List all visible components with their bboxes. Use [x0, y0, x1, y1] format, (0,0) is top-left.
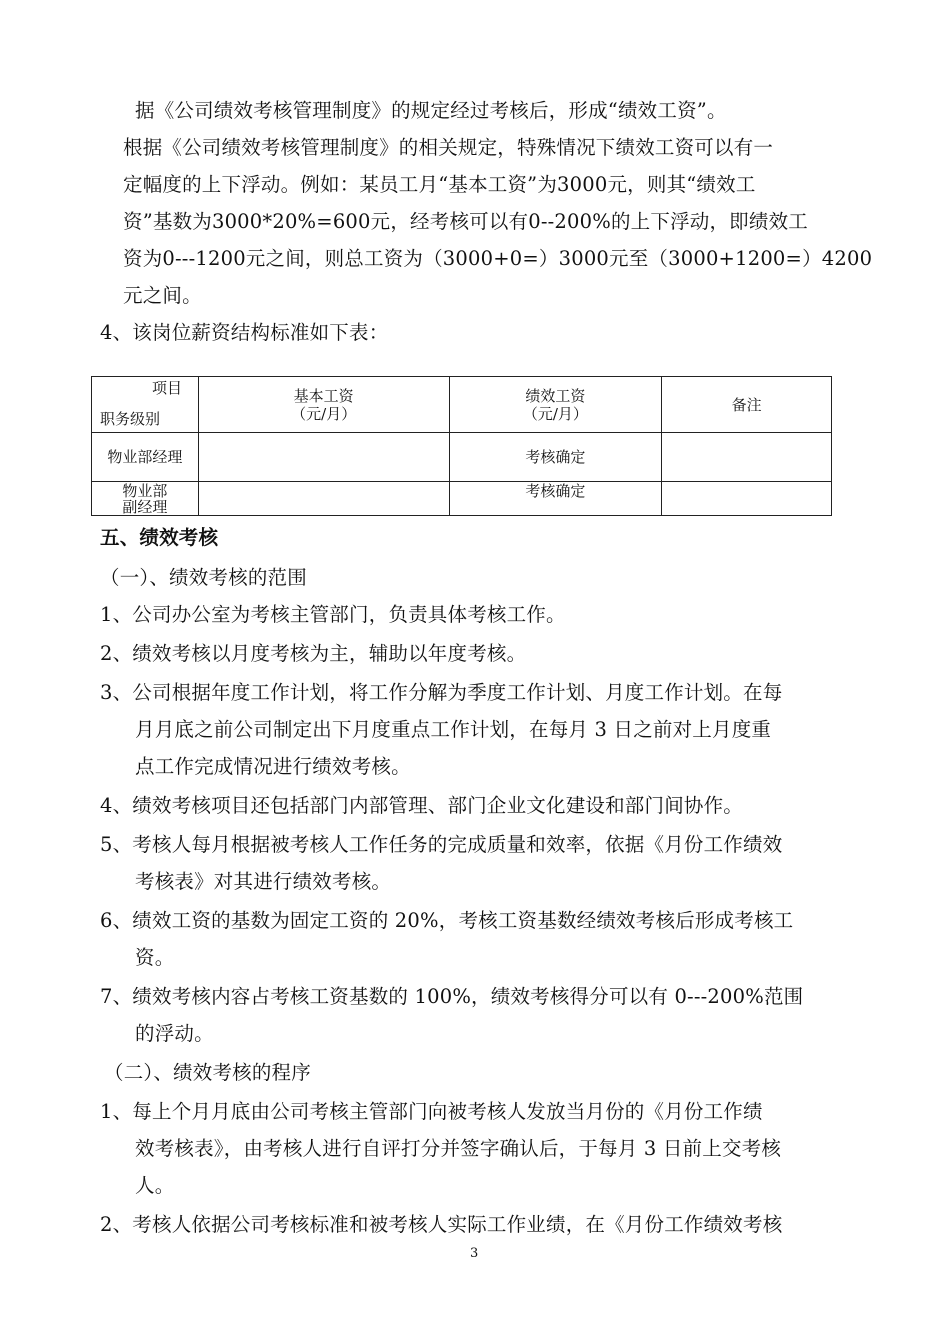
- list-item-continuation: 考核表》对其进行绩效考核。: [135, 870, 392, 893]
- paragraph-line: 4、该岗位薪资结构标准如下表：: [100, 321, 389, 344]
- row-title-text: 副经理: [122, 497, 168, 516]
- page-number: 3: [470, 1246, 479, 1261]
- table-header-row: [92, 377, 832, 433]
- paragraph-line: 资为0---1200元之间，则总工资为（3000+0=）3000元至（3000+1200=）4200: [123, 247, 873, 270]
- list-item-continuation: 资。: [135, 946, 175, 969]
- header-base-salary: [198, 377, 449, 433]
- paragraph-line: 资”基数为3000*20%=600元，经考核可以有0--200%的上下浮动，即绩效工: [123, 210, 808, 233]
- header-text: 绩效工资: [525, 386, 586, 405]
- list-item: 4、绩效考核项目还包括部门内部管理、部门企业文化建设和部门间协作。: [100, 794, 744, 817]
- list-item: 3、公司根据年度工作计划，将工作分解为季度工作计划、月度工作计划。在每: [100, 681, 783, 704]
- list-item-continuation: 效考核表》，由考核人进行自评打分并签字确认后，于每月 3 日前上交考核: [135, 1137, 782, 1160]
- list-item: 1、每上个月月底由公司考核主管部门向被考核人发放当月份的《月份工作绩: [100, 1100, 763, 1123]
- paragraph-line: 据《公司绩效考核管理制度》的规定经过考核后，形成“绩效工资”。: [135, 99, 727, 122]
- row-title-text: 物业部: [122, 481, 168, 500]
- header-text: 基本工资: [293, 386, 354, 405]
- header-unit: （元/月）: [522, 404, 588, 423]
- list-item: 7、绩效考核内容占考核工资基数的 100%，绩效考核得分可以有 0---200%范围: [100, 985, 804, 1008]
- header-note: 备注: [662, 377, 832, 433]
- list-item-continuation: 的浮动。: [135, 1022, 214, 1045]
- list-item: 2、考核人依据公司考核标准和被考核人实际工作业绩，在《月份工作绩效考核: [100, 1213, 783, 1236]
- corner-bottom-label: 职务级别: [100, 410, 161, 428]
- paragraph-line: 定幅度的上下浮动。例如：某员工月“基本工资”为3000元，则其“绩效工: [123, 173, 756, 196]
- list-item-continuation: 月月底之前公司制定出下月度重点工作计划，在每月 3 日之前对上月度重: [135, 718, 772, 741]
- table-corner-cell: [92, 377, 199, 433]
- subsection-heading: （二）、绩效考核的程序: [104, 1061, 311, 1084]
- row-perf-cell: 考核确定: [449, 482, 662, 516]
- row-base-cell: [198, 482, 449, 516]
- corner-top-label: 项目: [152, 379, 183, 397]
- list-item: 6、绩效工资的基数为固定工资的 20%，考核工资基数经绩效考核后形成考核工: [100, 909, 794, 932]
- header-performance-salary: [449, 377, 662, 433]
- list-item-continuation: 点工作完成情况进行绩效考核。: [135, 755, 411, 778]
- header-unit: （元/月）: [291, 404, 357, 423]
- paragraph-line: 元之间。: [123, 284, 202, 307]
- section-heading: 五、绩效考核: [100, 526, 219, 549]
- row-title-text: 物业部经理: [107, 448, 183, 466]
- table-row: [92, 433, 832, 482]
- row-title: [92, 433, 199, 482]
- row-base-cell: [198, 433, 449, 482]
- list-item-continuation: 人。: [135, 1174, 175, 1197]
- table-row: [92, 482, 832, 516]
- subsection-heading: （一）、绩效考核的范围: [100, 566, 307, 589]
- salary-structure-table: [91, 376, 832, 516]
- list-item: 5、考核人每月根据被考核人工作任务的完成质量和效率，依据《月份工作绩效: [100, 833, 783, 856]
- row-title: [92, 482, 199, 516]
- row-note-cell: [662, 433, 832, 482]
- row-note-cell: [662, 482, 832, 516]
- paragraph-line: 根据《公司绩效考核管理制度》的相关规定，特殊情况下绩效工资可以有一: [123, 136, 774, 159]
- list-item: 1、公司办公室为考核主管部门，负责具体考核工作。: [100, 603, 566, 626]
- row-perf-cell: 考核确定: [449, 433, 662, 482]
- list-item: 2、绩效考核以月度考核为主，辅助以年度考核。: [100, 642, 527, 665]
